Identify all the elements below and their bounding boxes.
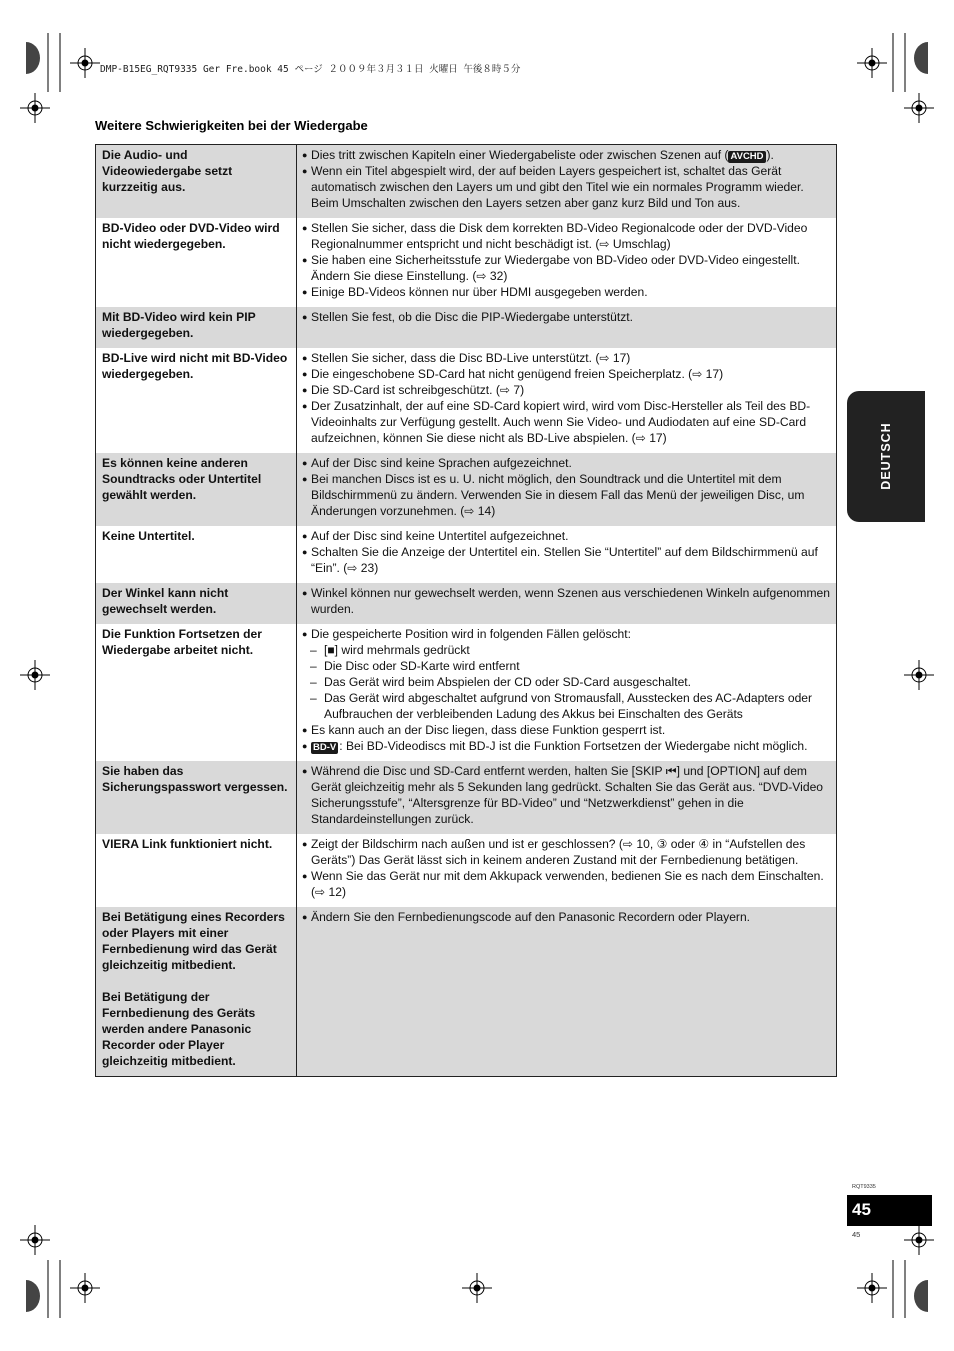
problem-cell: Es können keine anderen Soundtracks oder Untertitel gewählt werden.	[96, 453, 297, 526]
solution-item	[302, 544, 830, 576]
table-row	[96, 145, 837, 219]
problem-cell: Der Winkel kann nicht gewechselt werden.	[96, 583, 297, 624]
crosshair-mark	[904, 660, 934, 690]
crosshair-mark	[904, 93, 934, 123]
solution-item	[302, 626, 830, 642]
solution-cell	[297, 907, 837, 1077]
solution-item	[302, 909, 830, 925]
solution-cell	[297, 834, 837, 907]
dash-marker: –	[310, 659, 317, 673]
solution-item	[302, 763, 830, 827]
problem-cell: BD-Video oder DVD-Video wird nicht wiedergegeben.	[96, 218, 297, 307]
solution-item	[302, 350, 830, 366]
problem-text: Bei Betätigung eines Recorders oder Players mit einer Fernbedienung wird das Gerät gleichzeitig mitbedient.	[102, 910, 285, 972]
problem-text: Bei Betätigung der Fernbedienung des Geräts werden andere Panasonic Recorder oder Player gleichzeitig mitbedient.	[102, 990, 256, 1068]
solution-item	[302, 722, 830, 738]
bullet-icon: ●	[302, 401, 308, 411]
table-row	[96, 583, 837, 624]
solution-cell	[297, 307, 837, 348]
language-tab-label: DEUTSCH	[879, 422, 893, 490]
solution-item	[302, 836, 830, 868]
solution-cell	[297, 145, 837, 219]
sub-item-text: Das Gerät wird beim Abspielen der CD oder SD-Card ausgeschaltet.	[324, 675, 692, 689]
sub-item	[302, 674, 830, 690]
bullet-icon: ●	[302, 385, 308, 395]
dash-marker: –	[310, 643, 317, 657]
solution-text: Der Zusatzinhalt, der auf eine SD-Card kopiert wird, wird vom Disc-Hersteller als Teil des BD-Videoinhalts zur Verfügung gestellt. Auch wenn Sie Video- und Audiodaten auf eine SD-Card aufzeichnen, können Sie diese nicht als BD-Live abspielen. (⇨ 17)	[311, 399, 811, 445]
solution-item	[302, 585, 830, 617]
solution-text: Wenn ein Titel abgespielt wird, der auf beiden Layers gespeichert ist, schaltet das Gerät automatisch zwischen den Layers um und gibt den Titel wie ein normales Programm wieder. Beim Umschalten zwischen den Layers setzen aber ganz kurz Bild und Ton aus.	[311, 164, 804, 210]
solution-text: ).	[766, 148, 774, 162]
solution-text: Auf der Disc sind keine Untertitel aufgezeichnet.	[311, 529, 569, 543]
corner-disc-mark	[914, 42, 928, 74]
bullet-icon: ●	[302, 629, 308, 639]
table-row	[96, 526, 837, 583]
sub-item	[302, 642, 830, 658]
avchd-badge: AVCHD	[730, 151, 764, 162]
problem-cell: Die Funktion Fortsetzen der Wiedergabe arbeitet nicht.	[96, 624, 297, 761]
crosshair-mark	[20, 93, 50, 123]
corner-disc-mark	[914, 1280, 928, 1312]
crosshair-mark	[462, 1273, 492, 1303]
solution-text: Stellen Sie fest, ob die Disc die PIP-Wiedergabe unterstützt.	[311, 310, 633, 324]
bullet-icon: ●	[302, 150, 308, 160]
bullet-icon: ●	[302, 312, 308, 322]
solution-cell	[297, 453, 837, 526]
page-number-small: 45	[852, 1230, 861, 1239]
bullet-icon: ●	[302, 458, 308, 468]
solution-text: Winkel können nur gewechselt werden, wenn Szenen aus verschiedenen Winkeln aufgenommen wurden.	[311, 586, 830, 616]
solution-text: Einige BD-Videos können nur über HDMI ausgegeben werden.	[311, 285, 648, 299]
solution-text: Wenn Sie das Gerät nur mit dem Akkupack verwenden, bedienen Sie es nach dem Einschalten. (⇨ 12)	[311, 869, 824, 899]
bullet-icon: ●	[302, 166, 308, 176]
problem-cell: Keine Untertitel.	[96, 526, 297, 583]
solution-item	[302, 163, 830, 211]
solution-item	[302, 398, 830, 446]
solution-cell	[297, 761, 837, 834]
crosshair-mark	[70, 48, 100, 78]
solution-item	[302, 382, 830, 398]
section-title: Weitere Schwierigkeiten bei der Wiedergabe	[95, 118, 368, 133]
solution-cell	[297, 624, 837, 761]
bd-v-badge: BD-V	[313, 742, 337, 753]
sub-item	[302, 658, 830, 674]
solution-item	[302, 147, 830, 163]
sub-item-text: Das Gerät wird abgeschaltet aufgrund von Stromausfall, Ausstecken des AC-Adapters oder Aufbrauchen der verbleibenden Ladung des Akkus bei Einschalten des Geräts	[324, 691, 813, 721]
solution-text: Auf der Disc sind keine Sprachen aufgezeichnet.	[311, 456, 572, 470]
dash-marker: –	[310, 691, 317, 705]
language-side-tab	[847, 391, 925, 522]
bullet-icon: ●	[302, 588, 308, 598]
bullet-icon: ●	[302, 741, 308, 751]
solution-text: Stellen Sie sicher, dass die Disk dem korrekten BD-Video Regionalcode oder der DVD-Video Regionalnummer entspricht und nicht beschädigt ist. (⇨ Umschlag)	[311, 221, 808, 251]
sub-item-text: Die Disc oder SD-Karte wird entfernt	[324, 659, 520, 673]
solution-item	[302, 528, 830, 544]
solution-item	[302, 284, 830, 300]
solution-item	[302, 366, 830, 382]
print-header-line: DMP-B15EG_RQT9335 Ger Fre.book 45 ページ ２００９年３月３１日 火曜日 午後８時５分	[100, 64, 521, 75]
troubleshooting-table	[95, 144, 837, 1077]
solution-text: Die gespeicherte Position wird in folgenden Fällen gelöscht:	[311, 627, 632, 641]
bullet-icon: ●	[302, 839, 308, 849]
solution-item	[302, 738, 830, 754]
solution-item	[302, 309, 830, 325]
problem-cell	[96, 907, 297, 1077]
bullet-icon: ●	[302, 531, 308, 541]
problem-cell: Sie haben das Sicherungspasswort vergessen.	[96, 761, 297, 834]
table-row	[96, 834, 837, 907]
corner-disc-mark	[26, 42, 40, 74]
solution-text: Zeigt der Bildschirm nach außen und ist er geschlossen? (⇨ 10, ③ oder ④ in “Aufstellen des Geräts”) Das Gerät lässt sich in keinem anderen Zustand mit der Fernbedienung betätigen.	[311, 837, 806, 867]
bullet-icon: ●	[302, 547, 308, 557]
table-row	[96, 761, 837, 834]
solution-text: Die eingeschobene SD-Card hat nicht genügend freien Speicherplatz. (⇨ 17)	[311, 367, 724, 381]
sub-item-text: [■] wird mehrmals gedrückt	[324, 643, 470, 657]
sub-item	[302, 690, 830, 722]
crosshair-mark	[20, 660, 50, 690]
solution-text: : Bei BD-Videodiscs mit BD-J ist die Funktion Fortsetzen der Wiedergabe nicht möglich.	[339, 739, 808, 753]
solution-item	[302, 252, 830, 284]
bullet-icon: ●	[302, 871, 308, 881]
solution-item	[302, 455, 830, 471]
table-row	[96, 453, 837, 526]
crosshair-mark	[857, 48, 887, 78]
crosshair-mark	[857, 1273, 887, 1303]
corner-disc-mark	[26, 1280, 40, 1312]
table-row	[96, 307, 837, 348]
solution-text: Bei manchen Discs ist es u. U. nicht möglich, den Soundtrack und die Untertitel mit dem Bildschirmmenü zu ändern. Verwenden Sie in diesem Fall das Menü der jeweiligen Disc, um Änderungen vorzunehmen. (⇨ 14)	[311, 472, 805, 518]
bullet-icon: ●	[302, 255, 308, 265]
problem-cell: Mit BD-Video wird kein PIP wiedergegeben.	[96, 307, 297, 348]
solution-cell	[297, 583, 837, 624]
solution-text: Ändern Sie den Fernbedienungscode auf den Panasonic Recordern oder Playern.	[311, 910, 751, 924]
solution-item	[302, 471, 830, 519]
solution-text: Stellen Sie sicher, dass die Disc BD-Live unterstützt. (⇨ 17)	[311, 351, 631, 365]
solution-text: Die SD-Card ist schreibgeschützt. (⇨ 7)	[311, 383, 525, 397]
solution-text: Während die Disc und SD-Card entfernt werden, halten Sie [SKIP ⏮] und [OPTION] auf dem Gerät gleichzeitig mehr als 5 Sekunden lang gedrückt. Schalten Sie das Gerät aus. “DVD-Video Sicherungsstufe”, “Altersgrenze für BD-Video” und “Netzwerkdienst” gehen in die Standardeinstellungen zurück.	[311, 764, 824, 826]
solution-cell	[297, 218, 837, 307]
bullet-icon: ●	[302, 223, 308, 233]
bullet-icon: ●	[302, 912, 308, 922]
bullet-icon: ●	[302, 474, 308, 484]
solution-text: Dies tritt zwischen Kapiteln einer Wiedergabeliste oder zwischen Szenen auf (	[311, 148, 729, 162]
table-row	[96, 348, 837, 453]
crosshair-mark	[20, 1225, 50, 1255]
problem-cell: VIERA Link funktioniert nicht.	[96, 834, 297, 907]
solution-cell	[297, 526, 837, 583]
crosshair-mark	[904, 1225, 934, 1255]
solution-cell	[297, 348, 837, 453]
bullet-icon: ●	[302, 766, 308, 776]
problem-cell: BD-Live wird nicht mit BD-Video wiedergegeben.	[96, 348, 297, 453]
problem-cell: Die Audio- und Videowiedergabe setzt kurzzeitig aus.	[96, 145, 297, 219]
crosshair-mark	[70, 1273, 100, 1303]
bullet-icon: ●	[302, 725, 308, 735]
page-number: 45	[852, 1200, 871, 1219]
document-code: RQT9335	[852, 1184, 876, 1190]
solution-text: Es kann auch an der Disc liegen, dass diese Funktion gesperrt ist.	[311, 723, 666, 737]
page-number-box	[847, 1195, 932, 1226]
table-row	[96, 218, 837, 307]
table-row	[96, 907, 837, 1077]
solution-item	[302, 220, 830, 252]
dash-marker: –	[310, 675, 317, 689]
solution-item	[302, 868, 830, 900]
table-row	[96, 624, 837, 761]
bullet-icon: ●	[302, 287, 308, 297]
solution-text: Schalten Sie die Anzeige der Untertitel ein. Stellen Sie “Untertitel” auf dem Bildschirmmenü auf “Ein”. (⇨ 23)	[311, 545, 818, 575]
solution-text: Sie haben eine Sicherheitsstufe zur Wiedergabe von BD-Video oder DVD-Video eingestellt. Ändern Sie diese Einstellung. (⇨ 32)	[311, 253, 800, 283]
bullet-icon: ●	[302, 369, 308, 379]
bullet-icon: ●	[302, 353, 308, 363]
